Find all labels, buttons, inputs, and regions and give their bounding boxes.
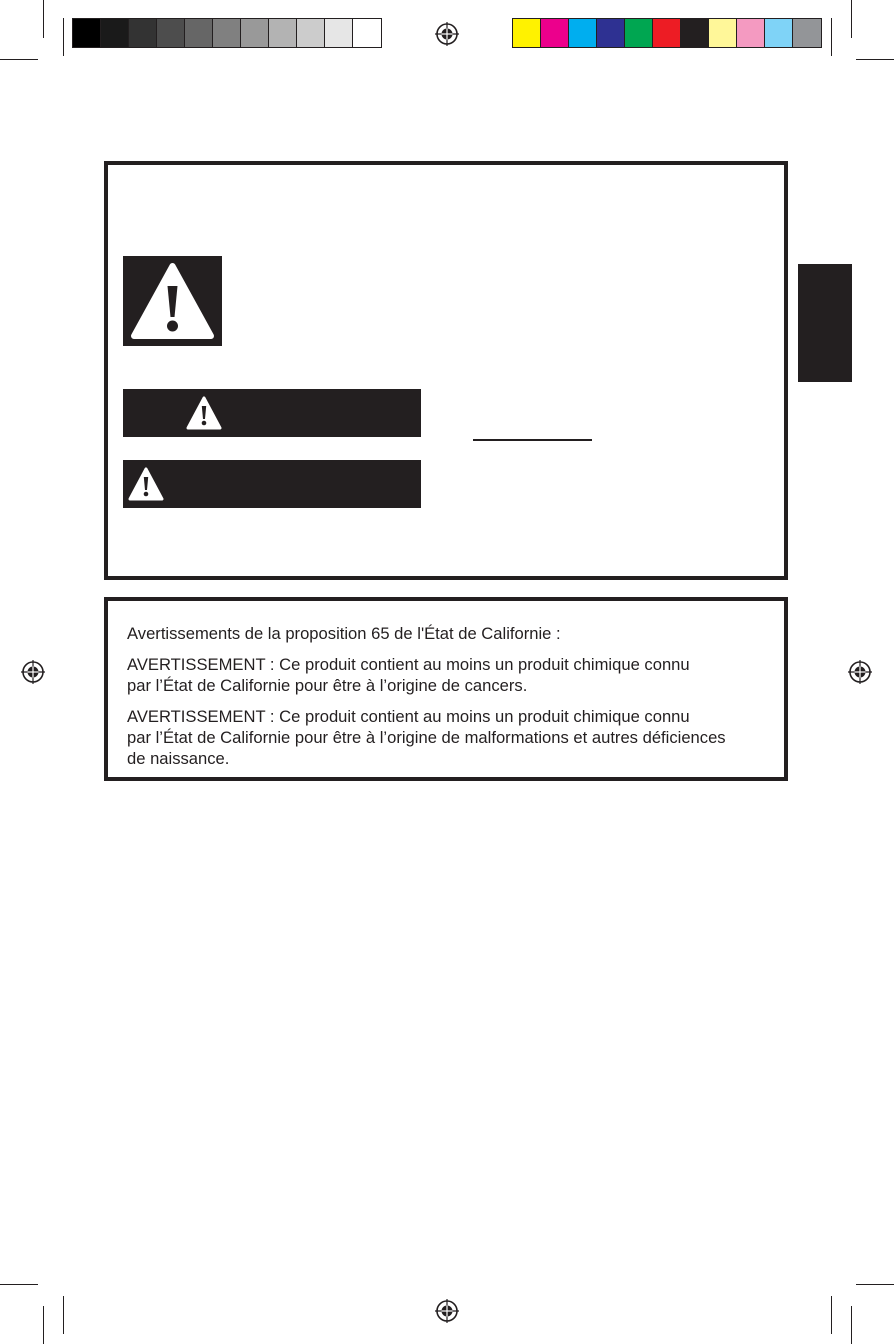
registration-mark-icon [21,660,45,684]
warning-triangle-icon [127,465,165,503]
color-swatch [765,19,793,47]
registration-mark-icon [435,22,459,46]
danger-signal-bar [123,389,421,437]
color-swatch [269,19,297,47]
color-swatch [157,19,185,47]
color-swatch [597,19,625,47]
crop-mark [851,1306,852,1344]
registration-mark-icon [435,1299,459,1323]
warning-signal-bar [123,460,421,508]
crop-mark [856,1284,894,1285]
process-color-bar [512,18,822,48]
language-side-tab [798,264,852,382]
warning-triangle-icon [185,394,223,432]
grayscale-color-bar [72,18,382,48]
crop-mark [851,0,852,38]
crop-mark [856,59,894,60]
color-swatch [541,19,569,47]
color-swatch [241,19,269,47]
crop-mark [43,0,44,38]
color-swatch [569,19,597,47]
color-swatch [513,19,541,47]
registration-mark-icon [848,660,872,684]
prop65-warning-birth-defects: AVERTISSEMENT : Ce produit contient au moins un produit chimique connu par l’État de Californie pour être à l’origine de malformations et autres déficiences de naissance. [127,707,726,768]
color-swatch [681,19,709,47]
prop65-warning-cancer: AVERTISSEMENT : Ce produit contient au moins un produit chimique connu par l’État de Californie pour être à l’origine de cancers. [127,655,690,695]
color-swatch [737,19,765,47]
crop-mark [831,1296,832,1334]
crop-mark [43,1306,44,1344]
crop-mark [63,1296,64,1334]
color-swatch [793,19,821,47]
color-swatch [325,19,353,47]
color-swatch [213,19,241,47]
prop65-warning-box [104,597,788,781]
color-swatch [73,19,101,47]
prop65-heading: Avertissements de la proposition 65 de l'État de Californie : [127,624,561,643]
crop-mark [0,1284,38,1285]
warning-triangle-icon [123,256,222,346]
color-swatch [297,19,325,47]
crop-mark [63,18,64,56]
underline-rule [473,439,592,441]
crop-mark [0,59,38,60]
color-swatch [653,19,681,47]
color-swatch [185,19,213,47]
color-swatch [625,19,653,47]
color-swatch [129,19,157,47]
color-swatch [101,19,129,47]
crop-mark [831,18,832,56]
safety-information-box [104,161,788,580]
color-swatch [709,19,737,47]
safety-alert-symbol [123,256,222,346]
color-swatch [353,19,381,47]
